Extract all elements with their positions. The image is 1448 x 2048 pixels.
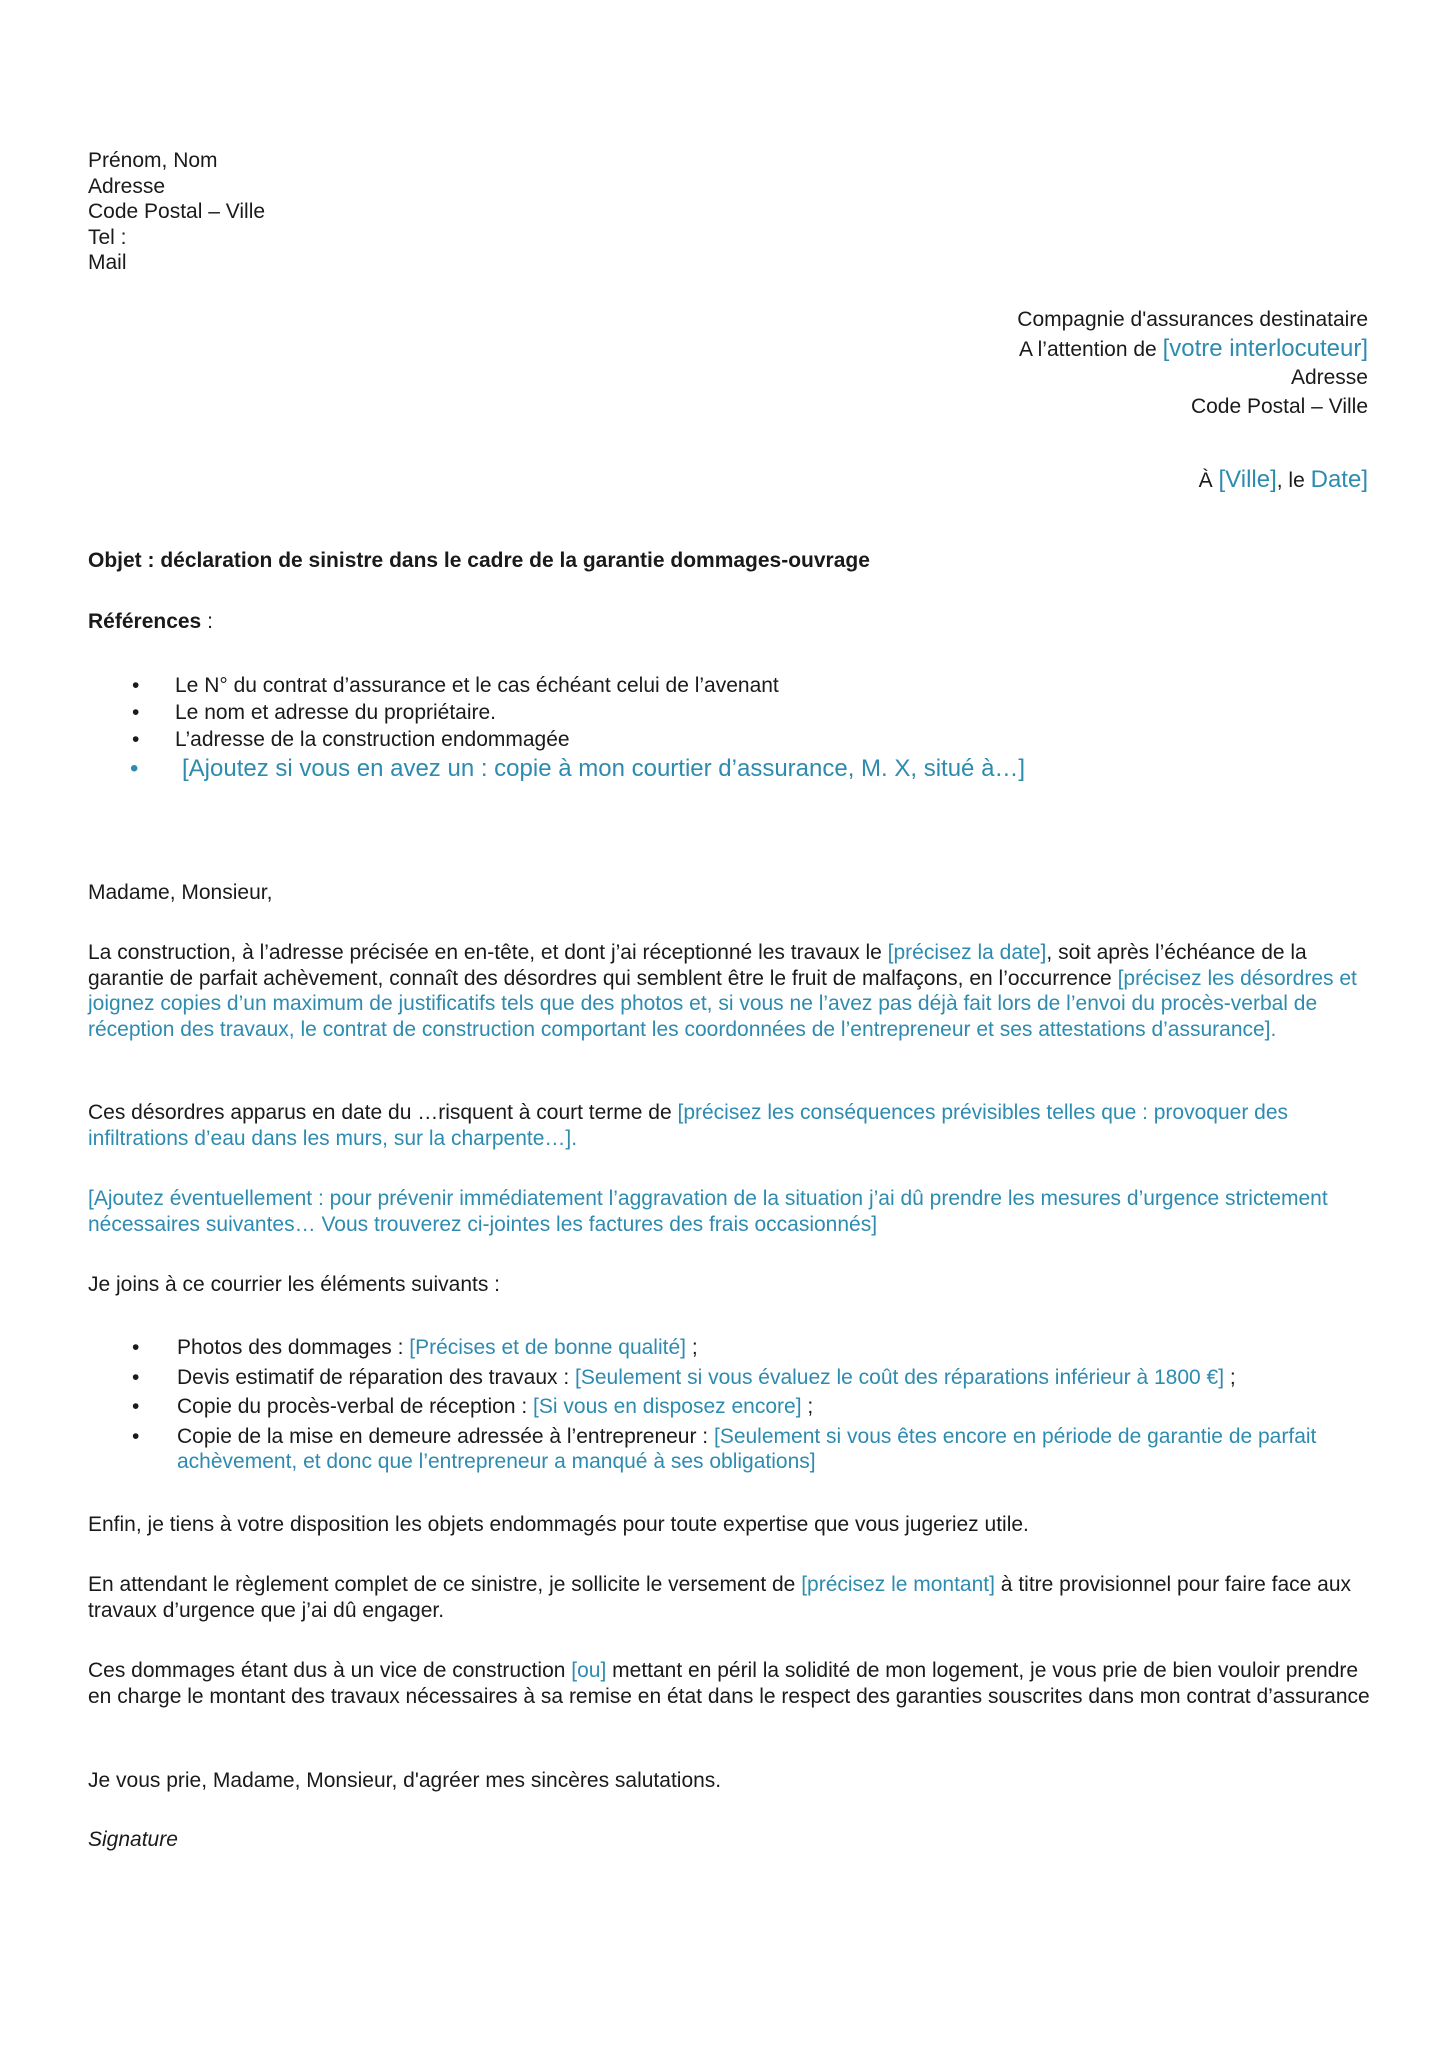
annex-placeholder: [Si vous en disposez encore] — [533, 1395, 802, 1418]
bullet-icon: • — [130, 755, 139, 782]
references-label-text: Références — [88, 610, 202, 633]
amount-placeholder: [précisez le montant] — [801, 1573, 995, 1596]
annex-placeholder: [Seulement si vous êtes encore en période de garantie de parfait achèvement, et donc que l’entrepreneur a manqué à ses obligations] — [177, 1424, 1317, 1473]
bullet-icon: • — [132, 1365, 140, 1389]
recipient-city: Code Postal – Ville — [1190, 394, 1368, 418]
paragraph-urgent-measures: [Ajoutez éventuellement : pour prévenir immédiatement l’aggravation de la situation j’ai dû prendre les mesures d’urgence strictement nécessaires suivantes… Vous trouverez ci-jointes les factures des frais occasionnés] — [88, 1187, 1328, 1236]
place-date — [1199, 466, 1368, 494]
recipient-address: Adresse — [1290, 366, 1368, 389]
bullet-icon: • — [132, 701, 140, 724]
city-placeholder: [Ville] — [1218, 466, 1277, 493]
sender-city: Code Postal – Ville — [88, 200, 266, 223]
paragraph-text: La construction, à l’adresse précisée en en-tête, et dont j’ai réceptionné les travaux le — [88, 941, 888, 964]
date-placeholder: Date] — [1310, 466, 1368, 493]
references-label — [88, 610, 213, 634]
consequences-placeholder: [précisez les conséquences prévisibles telles que : provoquer des infiltrations d’eau dans les murs, sur la charpente…] — [88, 1101, 1289, 1150]
salutation: Madame, Monsieur, — [88, 881, 273, 904]
annex-intro: Je joins à ce courrier les éléments suivants : — [88, 1273, 501, 1296]
paragraph-text: , soit après l’échéance de la garantie de parfait achèvement, connaît des désordres qui semblent être le fruit de malfaçons, en l’occurrence — [88, 941, 1307, 990]
paragraph-text: . — [571, 1126, 578, 1150]
sender-mail: Mail — [88, 251, 127, 274]
reference-text: Le nom et adresse du propriétaire. — [175, 701, 497, 724]
paragraph-consequences — [88, 1100, 1378, 1151]
paragraph-text: Ces dommages étant dus à un vice de construction — [88, 1659, 572, 1682]
list-item — [88, 726, 1368, 753]
paragraph-provision — [88, 1572, 1378, 1623]
place-date-prefix: À — [1198, 469, 1219, 492]
bullet-icon: • — [132, 674, 140, 697]
references-label-suffix: : — [201, 610, 213, 633]
paragraph-text: Ces désordres apparus en date du …risquent à court terme de — [88, 1101, 678, 1124]
bullet-icon: • — [132, 1424, 140, 1448]
recipient-block — [1017, 306, 1368, 421]
paragraph-request — [88, 1658, 1378, 1709]
paragraph-text: à titre provisionnel pour faire face aux travaux d’urgence que j’ai dû engager. — [88, 1573, 1351, 1622]
bullet-icon: • — [132, 1336, 140, 1359]
sender-block — [88, 148, 265, 276]
closing-formula: Je vous prie, Madame, Monsieur, d'agréer mes sincères salutations. — [88, 1769, 722, 1792]
list-item — [88, 1365, 1378, 1391]
list-item — [88, 699, 1368, 726]
paragraph-text: mettant en péril la solidité de mon logement, je vous prie de bien vouloir prendre en charge le montant des travaux nécessaires à sa remise en état dans le respect des garanties souscrites dans mon contrat d’assurance — [88, 1659, 1370, 1708]
bullet-icon: • — [132, 1395, 140, 1418]
sender-tel: Tel : — [88, 225, 127, 249]
attention-prefix: A l’attention de — [1018, 337, 1163, 361]
recipient-attention — [1017, 335, 1368, 365]
recipient-company: Compagnie d'assurances destinataire — [1017, 308, 1368, 331]
attention-placeholder: [votre interlocuteur] — [1162, 334, 1368, 362]
list-item — [88, 1335, 1378, 1361]
annex-text: Copie de la mise en demeure adressée à l’entrepreneur : — [177, 1424, 714, 1448]
paragraph-text: En attendant le règlement complet de ce sinistre, je sollicite le versement de — [88, 1573, 802, 1596]
list-item — [88, 1424, 1378, 1475]
place-date-middle: , le — [1276, 469, 1311, 492]
list-item — [88, 1394, 1378, 1420]
reference-extra-placeholder: [Ajoutez si vous en avez un : copie à mon courtier d’assurance, M. X, situé à…] — [182, 755, 1026, 782]
annex-text: Copie du procès-verbal de réception : — [177, 1395, 534, 1418]
list-item — [88, 672, 1368, 699]
references-list — [88, 672, 1368, 785]
signature: Signature — [88, 1828, 178, 1851]
list-item — [88, 753, 1368, 785]
bullet-icon: • — [132, 728, 140, 751]
sender-name: Prénom, Nom — [88, 149, 218, 172]
object-line: Objet : déclaration de sinistre dans le cadre de la garantie dommages-ouvrage — [88, 549, 870, 572]
paragraph-expertise: Enfin, je tiens à votre disposition les objets endommagés pour toute expertise que vous jugeriez utile. — [88, 1513, 1029, 1536]
paragraph-reception — [88, 940, 1378, 1042]
paragraph-text: . — [1270, 1017, 1277, 1041]
sender-address: Adresse — [88, 174, 166, 198]
defects-placeholder: [précisez les désordres et joignez copies d’un maximum de justificatifs tels que des photos et, si vous ne l’avez pas déjà fait lors de l’envoi du procès-verbal de réception des travaux, le contrat de construction comportant les coordonnées de l’entrepreneur et ses attestations d’assurance] — [88, 966, 1357, 1041]
annex-placeholder: [Précises et de bonne qualité] — [409, 1336, 686, 1359]
annex-list — [88, 1335, 1378, 1479]
annex-placeholder: [Seulement si vous évaluez le coût des réparations inférieur à 1800 €] — [575, 1365, 1225, 1389]
reference-text: L’adresse de la construction endommagée — [175, 728, 570, 751]
annex-text: Devis estimatif de réparation des travaux : — [177, 1365, 576, 1389]
annex-end: ; — [801, 1395, 814, 1418]
date-reception-placeholder: [précisez la date] — [887, 941, 1047, 964]
annex-end: ; — [1224, 1365, 1236, 1389]
or-placeholder: [ou] — [571, 1659, 607, 1682]
reference-text: Le N° du contrat d’assurance et le cas échéant celui de l’avenant — [175, 674, 779, 697]
annex-end: ; — [685, 1336, 698, 1359]
annex-text: Photos des dommages : — [177, 1336, 410, 1359]
